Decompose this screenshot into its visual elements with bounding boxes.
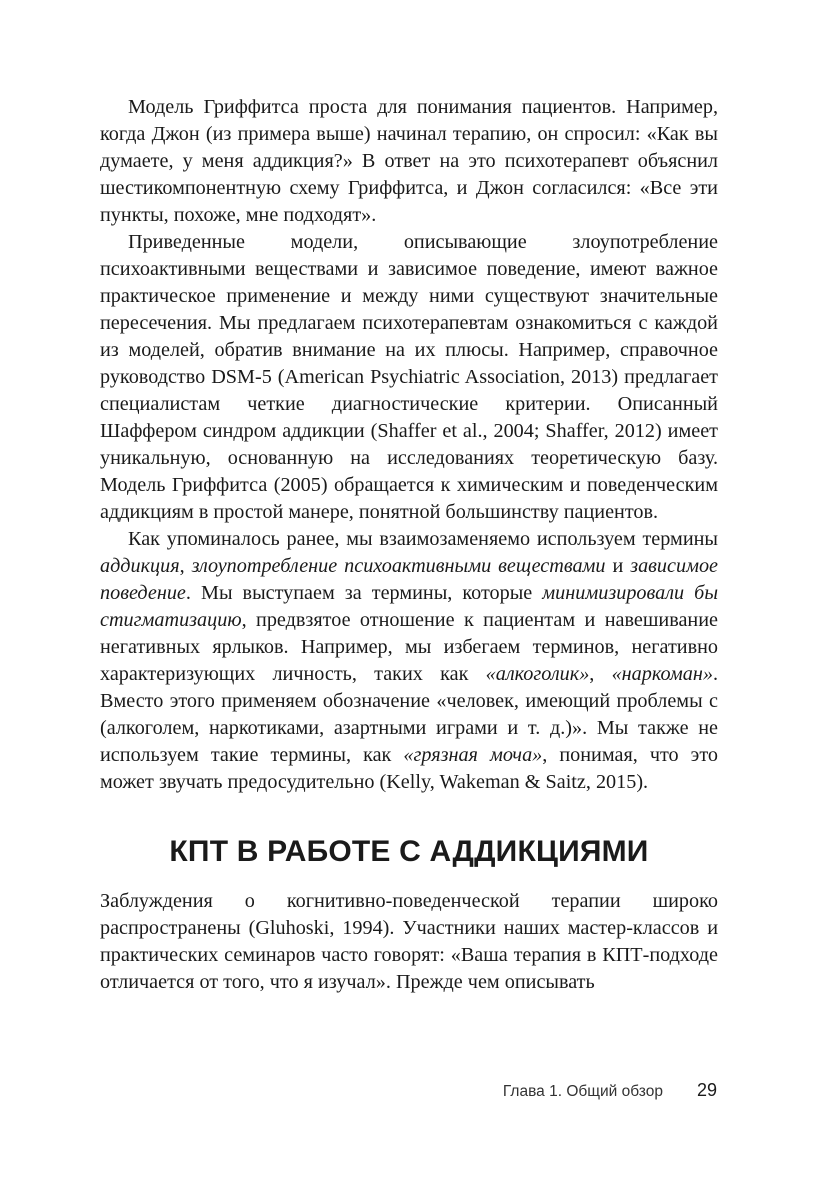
running-footer-chapter: Глава 1. Общий обзор xyxy=(502,1083,663,1100)
italic-term: «наркоман» xyxy=(611,663,713,685)
italic-term: зависимое поведение xyxy=(100,555,719,604)
italic-term: минимизировали бы стигматизацию xyxy=(100,582,718,631)
italic-term: «алкоголик» xyxy=(485,663,590,685)
text-run: и xyxy=(605,555,631,577)
page-body xyxy=(100,94,718,996)
text-run: . Вместо этого применяем обозначение «человек, имеющий проблемы с (алкоголем, наркотиками, азартными играми и т. д.)». Мы также не используем такие термины, как xyxy=(100,663,719,766)
text-run: , xyxy=(179,555,192,577)
section-heading: КПТ В РАБОТЕ С АДДИКЦИЯМИ xyxy=(169,835,649,868)
paragraph-2 xyxy=(100,229,718,526)
text-run: Как упоминалось ранее, мы взаимозаменяемо используем термины xyxy=(128,528,718,550)
text-run: . Мы выступаем за термины, которые xyxy=(185,582,543,604)
italic-term: аддикция xyxy=(100,555,180,577)
paragraph-1 xyxy=(100,94,718,229)
text-run: Приведенные модели, описывающие злоупотребление психоактивными веществами и зависимое поведение, имеют важное практическое применение и между ними существуют значительные пересечения. Мы предлагаем психотерапевтам ознакомиться с каждой из моделей, обратив внимание на их плюсы. Например, справочное руководство DSM-5 (American Psychiatric Association, 2013) предлагает специалистам четкие диагностические критерии. Описанный Шаффером синдром аддикции (Shaffer et al., 2004; Shaffer, 2012) имеет уникальную, основанную на исследованиях теоретическую базу. Модель Гриффитса (2005) обращается к химическим и поведенческим аддикциям в простой манере, понятной большинству пациентов. xyxy=(100,231,718,523)
text-run: Модель Гриффитса проста для понимания пациентов. Например, когда Джон (из примера выше) начинал терапию, он спросил: «Как вы думаете, у меня аддикция?» В ответ на это психотерапевт объяснил шестикомпонентную схему Гриффитса, и Джон согласился: «Все эти пункты, похоже, мне подходят». xyxy=(100,96,718,226)
text-run: , предвзятое отношение к пациентам и навешивание негативных ярлыков. Например, мы избегаем терминов, негативно характеризующих личность, таких как xyxy=(100,609,718,685)
paragraph-4 xyxy=(100,888,718,996)
italic-term: «грязная моча» xyxy=(403,744,543,766)
italic-term: злоупотребление психоактивными веществами xyxy=(191,555,606,577)
page-number: 29 xyxy=(696,1080,717,1100)
text-run: , понимая, что это может звучать предосудительно (Kelly, Wakeman & Saitz, 2015). xyxy=(100,744,718,793)
page-footer xyxy=(503,1080,717,1101)
text-run: Заблуждения о когнитивно-поведенческой терапии широко распространены (Gluhoski, 1994). Участники наших мастер-классов и практических семинаров часто говорят: «Ваша терапия в КПТ-подходе отличается от того, что я изучал». Прежде чем описывать xyxy=(100,890,718,993)
paragraph-3 xyxy=(100,526,718,796)
text-run: , xyxy=(589,663,612,685)
